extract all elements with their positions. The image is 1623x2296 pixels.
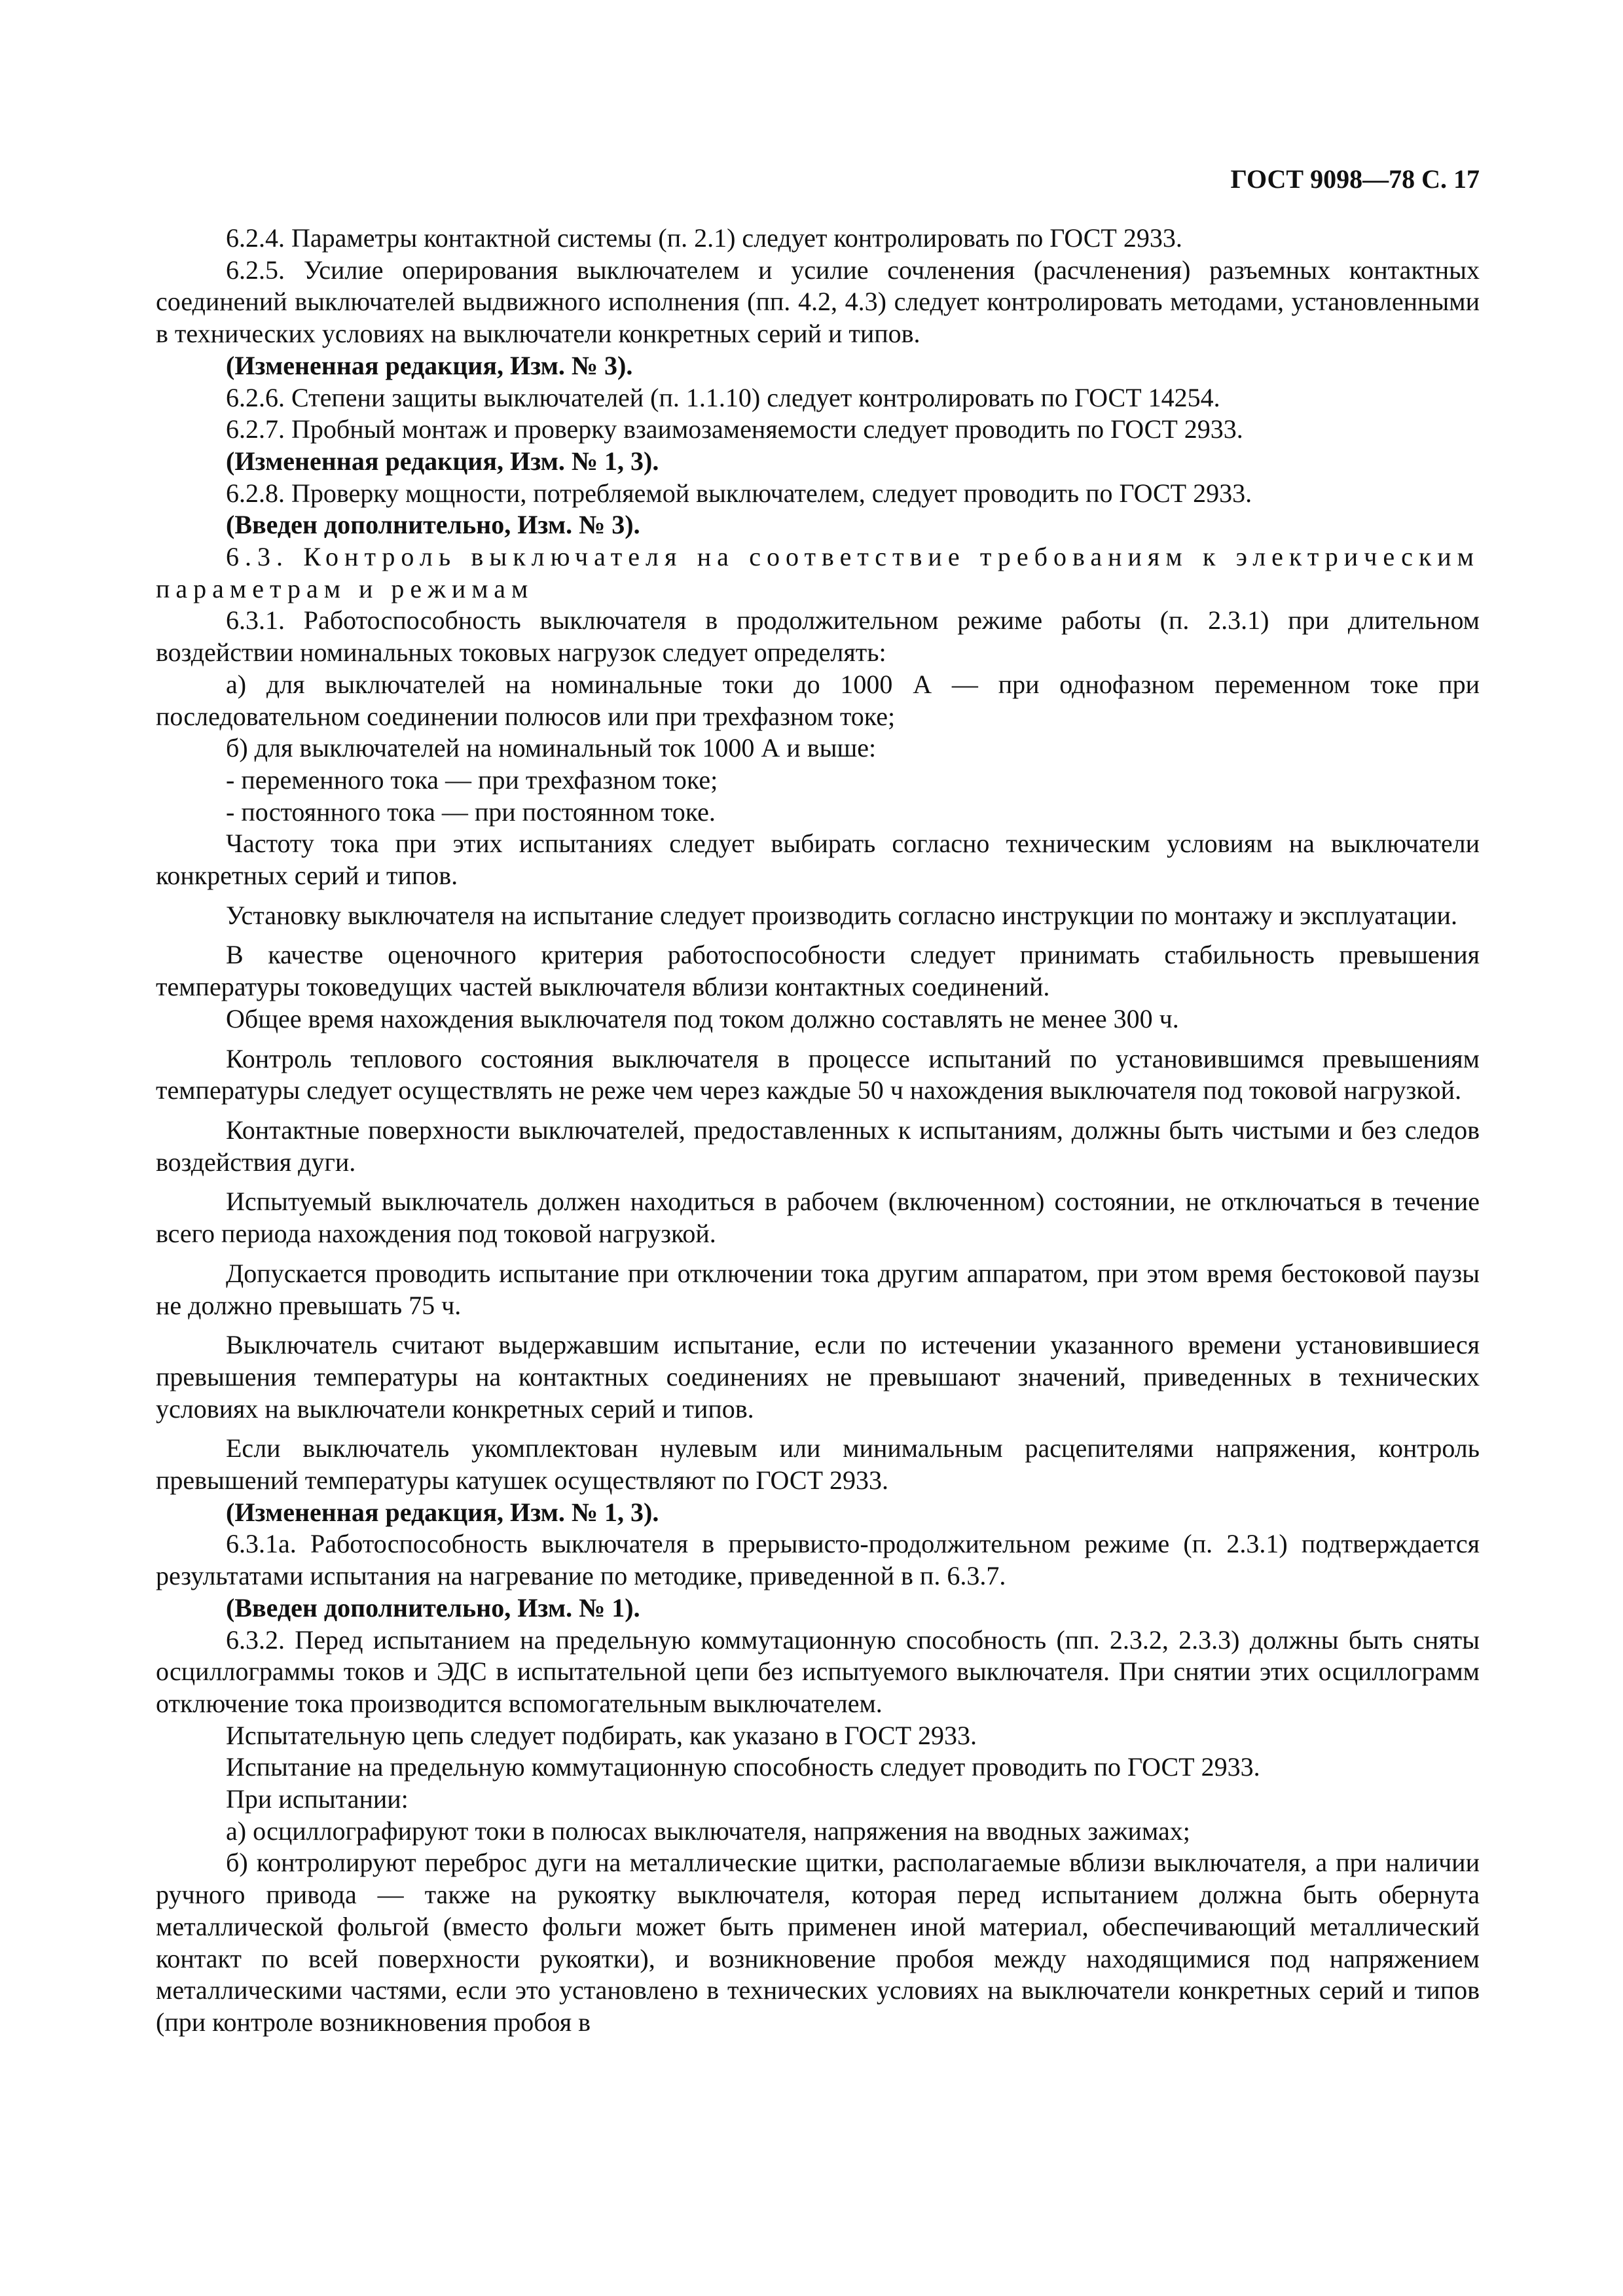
paragraph: б) для выключателей на номинальный ток 1000 А и выше: <box>226 733 877 763</box>
paragraph: Частоту тока при этих испытаниях следует выбирать согласно техническим условиям на выключатели конкретных серий и типов. <box>156 829 1480 891</box>
paragraph: а) осциллографируют токи в полюсах выключателя, напряжения на вводных зажимах; <box>226 1816 1190 1846</box>
paragraph: - переменного тока — при трехфазном токе; <box>226 764 718 795</box>
paragraph: Контактные поверхности выключателей, предоставленных к испытаниям, должны быть чистыми и без следов воздействия дуги. <box>156 1115 1480 1177</box>
paragraph: 6.3.1. Работоспособность выключателя в продолжительном режиме работы (п. 2.3.1) при длительном воздействии номинальных токовых нагрузок следует определять: <box>156 605 1480 668</box>
amendment-note: (Введен дополнительно, Изм. № 1). <box>226 1592 640 1623</box>
paragraph: 6.2.6. Степени защиты выключателей (п. 1.1.10) следует контролировать по ГОСТ 14254. <box>226 382 1220 412</box>
amendment-note: (Введен дополнительно, Изм. № 3). <box>226 510 640 540</box>
paragraph: б) контролируют переброс дуги на металлические щитки, располагаемые вблизи выключателя, а при наличии ручного привода — также на рукоятку выключателя, которая перед испытанием должна быть обернута металлической фольгой (вместо фольги может быть применен иной материал, обеспечивающий металлический контакт по всей поверхности рукоятки), и возникновение пробоя между находящимися под напряжением металлическими частями, если это установлено в технических условиях на выключатели конкретных серий и типов (при контроле возникновения пробоя в <box>156 1848 1480 2037</box>
paragraph: В качестве оценочного критерия работоспособности следует принимать стабильность превышения температуры токоведущих частей выключателя вблизи контактных соединений. <box>156 940 1480 1002</box>
amendment-note: (Измененная редакция, Изм. № 1, 3). <box>226 446 659 476</box>
document-body <box>156 223 1480 2039</box>
paragraph: Выключатель считают выдержавшим испытание, если по истечении указанного времени установившиеся превышения температуры на контактных соединениях не превышают значений, приведенных в технических условиях на выключатели конкретных серий и типов. <box>156 1330 1480 1424</box>
amendment-note: (Измененная редакция, Изм. № 3). <box>226 350 633 380</box>
paragraph: 6.2.5. Усилие оперирования выключателем и усилие сочленения (расчленения) разъемных контактных соединений выключателей выдвижного исполнения (пп. 4.2, 4.3) следует контролировать методами, установленными в технических условиях на выключатели конкретных серий и типов. <box>156 255 1480 349</box>
paragraph: Контроль теплового состояния выключателя в процессе испытаний по установившимся превышениям температуры следует осуществлять не реже чем через каждые 50 ч нахождения выключателя под токовой нагрузкой. <box>156 1043 1480 1105</box>
paragraph: Если выключатель укомплектован нулевым или минимальным расцепителями напряжения, контроль превышений температуры катушек осуществляют по ГОСТ 2933. <box>156 1433 1480 1496</box>
paragraph: 6.2.4. Параметры контактной системы (п. 2.1) следует контролировать по ГОСТ 2933. <box>226 223 1182 253</box>
document-page <box>156 162 1480 2039</box>
paragraph: 6.3. Контроль выключателя на соответствие требованиям к электрическим параметрам и режимам <box>156 542 1480 603</box>
paragraph: 6.2.7. Пробный монтаж и проверку взаимозаменяемости следует проводить по ГОСТ 2933. <box>226 414 1243 444</box>
paragraph: Испытуемый выключатель должен находиться в рабочем (включенном) состоянии, не отключаться в течение всего периода нахождения под токовой нагрузкой. <box>156 1187 1480 1249</box>
paragraph: а) для выключателей на номинальные токи до 1000 А — при однофазном переменном токе при последовательном соединении полюсов или при трехфазном токе; <box>156 669 1480 731</box>
page-header: ГОСТ 9098—78 С. 17 <box>1230 164 1480 194</box>
paragraph: 6.3.2. Перед испытанием на предельную коммутационную способность (пп. 2.3.2, 2.3.3) должны быть сняты осциллограммы токов и ЭДС в испытательной цепи без испытуемого выключателя. При снятии этих осциллограмм отключение тока производится вспомогательным выключателем. <box>156 1624 1480 1718</box>
amendment-note: (Измененная редакция, Изм. № 1, 3). <box>226 1497 659 1527</box>
paragraph: 6.2.8. Проверку мощности, потребляемой выключателем, следует проводить по ГОСТ 2933. <box>226 478 1252 508</box>
paragraph: Испытание на предельную коммутационную способность следует проводить по ГОСТ 2933. <box>226 1752 1260 1782</box>
paragraph: Испытательную цепь следует подбирать, как указано в ГОСТ 2933. <box>226 1720 977 1750</box>
paragraph: - постоянного тока — при постоянном токе. <box>226 797 716 827</box>
paragraph: 6.3.1а. Работоспособность выключателя в прерывисто-продолжительном режиме (п. 2.3.1) подтверждается результатами испытания на нагревание по методике, приведенной в п. 6.3.7. <box>156 1529 1480 1591</box>
paragraph: Общее время нахождения выключателя под током должно составлять не менее 300 ч. <box>226 1003 1179 1033</box>
paragraph: Допускается проводить испытание при отключении тока другим аппаратом, при этом время бестоковой паузы не должно превышать 75 ч. <box>156 1258 1480 1320</box>
paragraph: При испытании: <box>226 1784 409 1814</box>
paragraph: Установку выключателя на испытание следует производить согласно инструкции по монтажу и эксплуатации. <box>226 900 1457 930</box>
